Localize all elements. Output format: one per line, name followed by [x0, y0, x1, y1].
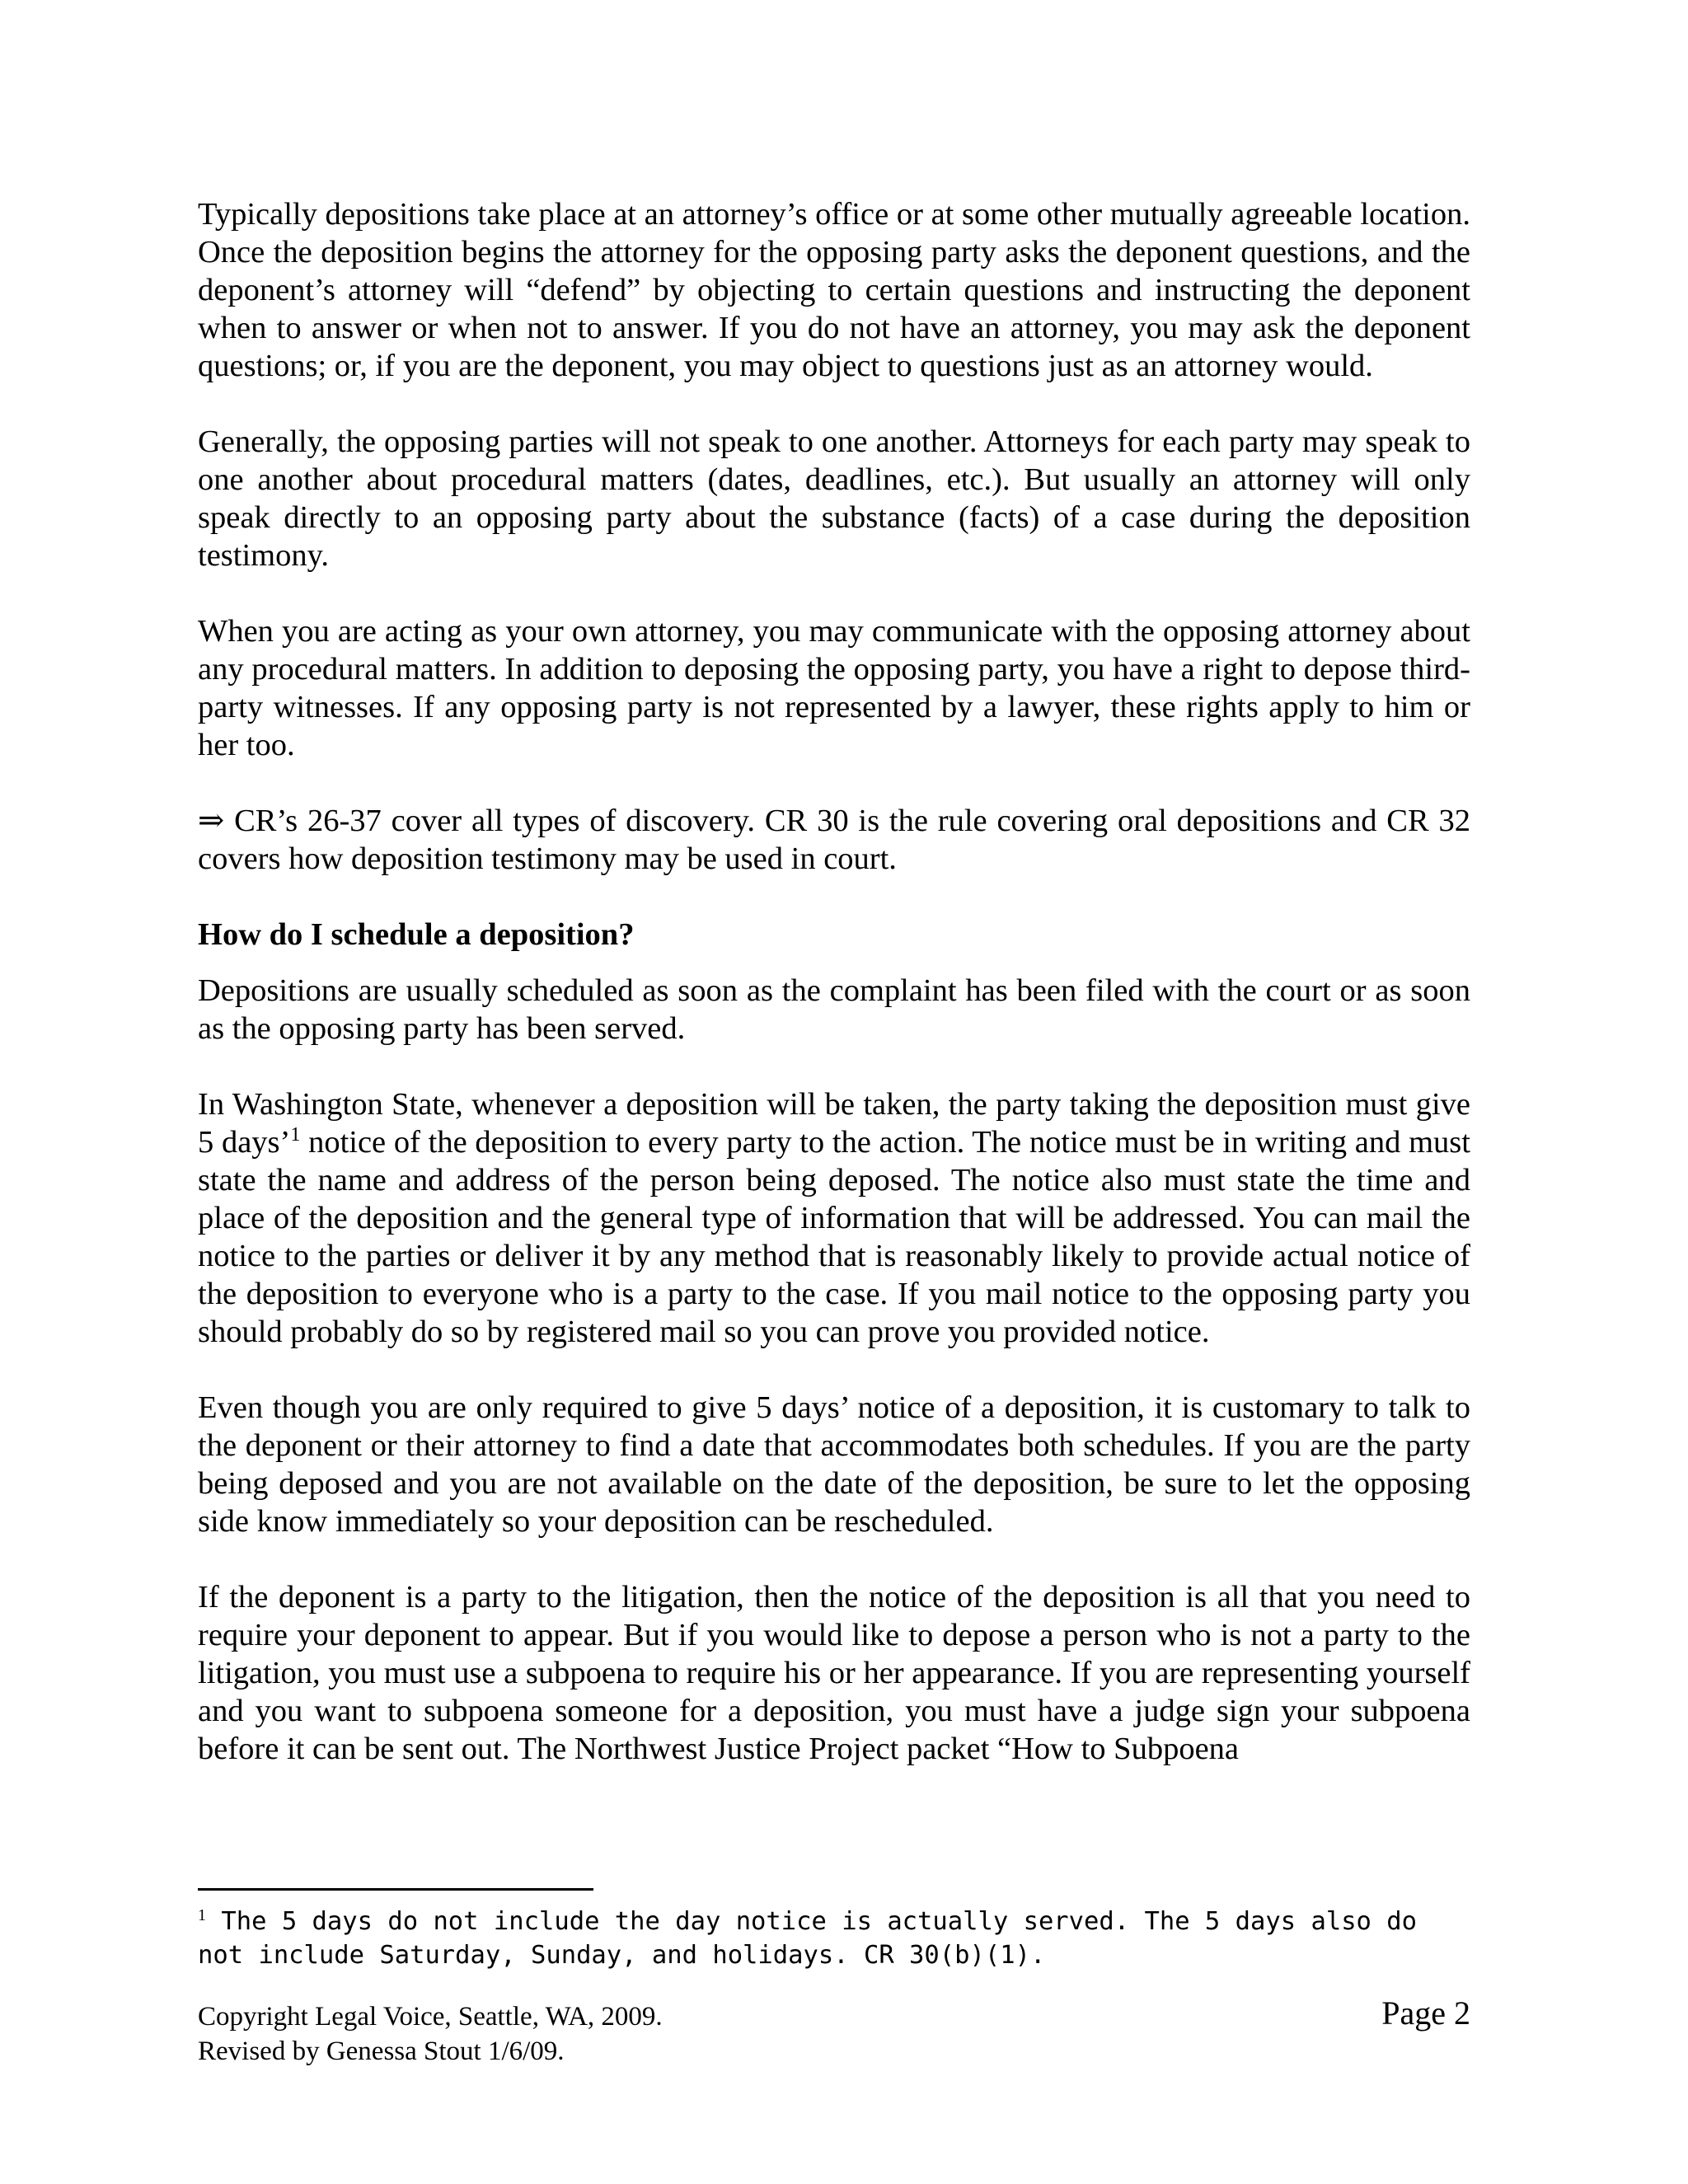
paragraph-washington-notice — [198, 1085, 1470, 1351]
paragraph-deposition-location: Typically depositions take place at an attorney’s office or at some other mutually agreeable location. Once the deposition begins the attorney for the opposing party asks the deponent questions, and the deponent’s attorney will “defend” by objecting to certain questions and instructing the deponent when to answer or when not to answer. If you do not have an attorney, you may ask the deponent questions; or, if you are the deponent, you may object to questions just as an attorney would. — [198, 197, 1470, 383]
notice-text-after: notice of the deposition to every party to the action. The notice must be in writing and must state the name and address of the person being deposed. The notice also must state the time and place of the deposition and the general type of information that will be addressed. You can mail the notice to the parties or deliver it by any method that is reasonably likely to provide actual notice of the deposition to everyone who is a party to the case. If you mail notice to the opposing party you should probably do so by registered mail so you can prove you provided notice. — [198, 1125, 1470, 1349]
paragraph-own-attorney: When you are acting as your own attorney, you may communicate with the opposing attorney about any procedural matters. In addition to deposing the opposing party, you have a right to depose third-party witnesses. If any opposing party is not represented by a lawyer, these rights apply to him or her too. — [198, 614, 1470, 762]
paragraph-customary-scheduling: Even though you are only required to give 5 days’ notice of a deposition, it is customary to talk to the deponent or their attorney to find a date that accommodates both schedules. If you are the party being deposed and you are not available on the date of the deposition, be sure to let the opposing side know immediately so your deposition can be rescheduled. — [198, 1390, 1470, 1539]
paragraph-subpoena: If the deponent is a party to the litigation, then the notice of the deposition is all that you need to require your deponent to appear. But if you would like to depose a person who is not a party to the litigation, you must use a subpoena to require his or her appearance. If you are representing yourself and you want to subpoena someone for a deposition, you must have a judge sign your subpoena before it can be sent out. The Northwest Justice Project packet “How to Subpoena — [198, 1580, 1470, 1766]
footnote — [198, 1905, 1470, 1972]
arrow-icon: ⇒ — [198, 804, 225, 838]
section-heading-schedule-deposition: How do I schedule a deposition? — [198, 917, 635, 952]
footer-copyright: Copyright Legal Voice, Seattle, WA, 2009. — [198, 2002, 663, 2032]
footnote-marker: 1 — [198, 1905, 206, 1924]
paragraph-opposing-parties: Generally, the opposing parties will not speak to one another. Attorneys for each party may speak to one another about procedural matters (dates, deadlines, etc.). But usually an attorney will only speak directly to an opposing party about the substance (facts) of a case during the deposition testimony. — [198, 424, 1470, 573]
footer-revised: Revised by Genessa Stout 1/6/09. — [198, 2036, 565, 2066]
footnote-divider — [198, 1888, 593, 1891]
page-number: Page 2 — [1381, 1994, 1470, 2032]
cr-rules-text: CR’s 26-37 cover all types of discovery. CR 30 is the rule covering oral depositions and CR 32 covers how deposition testimony may be used in court. — [198, 804, 1470, 876]
document-body — [198, 195, 1470, 1768]
paragraph-when-scheduled: Depositions are usually scheduled as soon as the complaint has been filed with the court or as soon as the opposing party has been served. — [198, 973, 1470, 1046]
notice-text-before: In Washington State, whenever a deposition will be taken, the party taking the deposition must give 5 days’ — [198, 1087, 1470, 1160]
paragraph-cr-rules — [198, 802, 1470, 878]
footnote-text: The 5 days do not include the day notice is actually served. The 5 days also do not include Saturday, Sunday, and holidays. CR 30(b)(1). — [198, 1907, 1418, 1970]
footer-credits — [198, 1999, 663, 2069]
footnote-reference[interactable]: 1 — [290, 1124, 301, 1146]
